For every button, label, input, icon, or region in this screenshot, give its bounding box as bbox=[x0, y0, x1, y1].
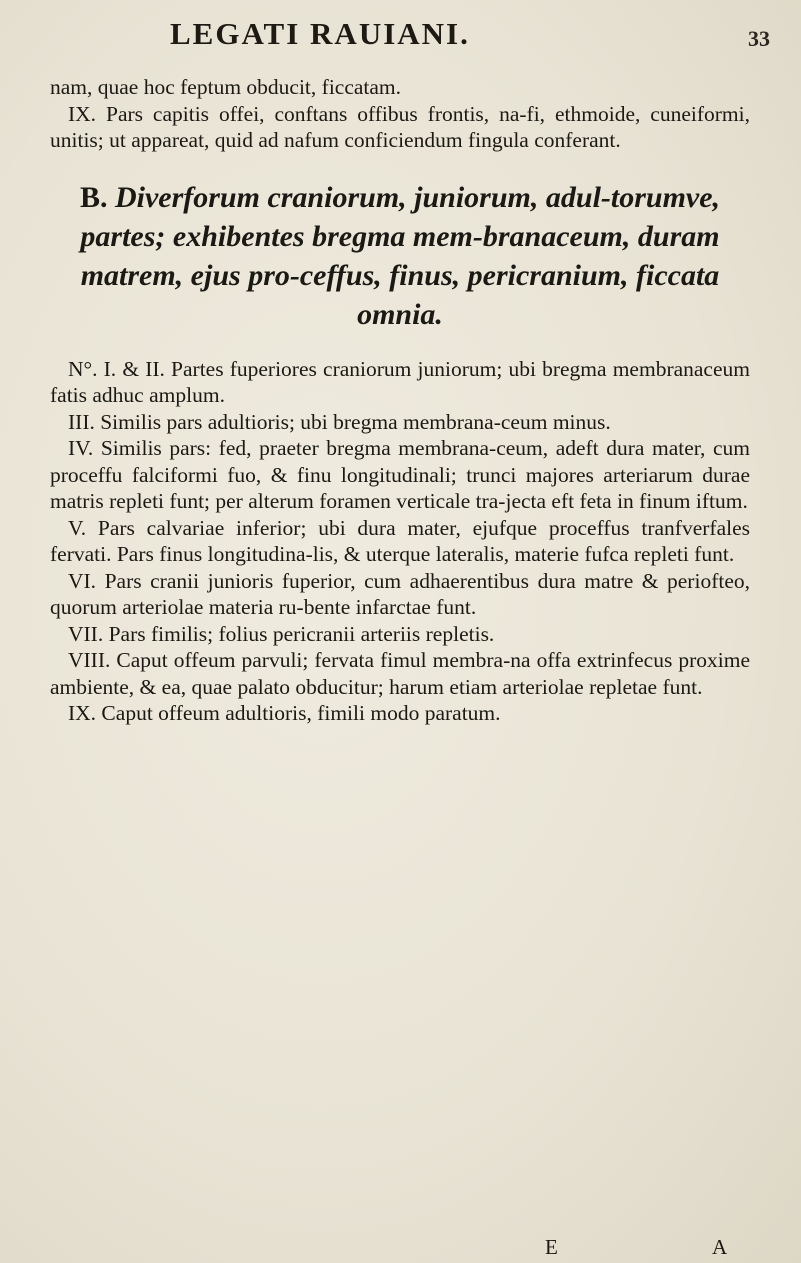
paragraph-item-ix: IX. Pars capitis offei, conftans offibus frontis, na-fi, ethmoide, cuneiformi, unitis; ut appareat, quid ad nafum conficiendum fingula conferant. bbox=[50, 101, 750, 152]
catalog-entry: IV. Similis pars: fed, praeter bregma membrana-ceum, adeft dura mater, cum proceffu falciformi fuo, & finu longitudinali; trunci majores arteriarum durae matris repleti funt; per alterum foramen verticale tra-jecta eft feta in finum iftum. bbox=[50, 436, 750, 513]
main-text bbox=[50, 74, 750, 727]
page-footer bbox=[50, 1235, 750, 1259]
catalog-entry: N°. I. & II. Partes fuperiores craniorum juniorum; ubi bregma membranaceum fatis adhuc amplum. bbox=[50, 356, 750, 407]
section-title: Diverforum craniorum, juniorum, adul-torumve, partes; exhibentes bregma mem-branaceum, duram matrem, ejus pro-ceffus, finus, pericranium, ficcata omnia. bbox=[80, 180, 721, 331]
catalog-entry: VIII. Caput offeum parvuli; fervata fimul membra-na offa extrinfecus proxime ambiente, & ea, quae palato obducitur; harum etiam arteriolae repletae funt. bbox=[50, 648, 750, 699]
catalog-entry: VI. Pars cranii junioris fuperior, cum adhaerentibus dura matre & periofteo, quorum arteriolae materia ru-bente infarctae funt. bbox=[50, 568, 750, 619]
signature-mark: E bbox=[545, 1235, 558, 1259]
paragraph-continuation: nam, quae hoc feptum obducit, ficcatam. bbox=[50, 75, 402, 99]
catalog-entry: V. Pars calvariae inferior; ubi dura mater, ejufque proceffus tranfverfales fervati. Pars finus longitudina-lis, & uterque lateralis, materie fufca repleti funt. bbox=[50, 515, 750, 566]
section-letter: B. bbox=[79, 180, 108, 214]
catalog-entry: VII. Pars fimilis; folius pericranii arteriis repletis. bbox=[68, 621, 495, 646]
catchword: A bbox=[712, 1235, 728, 1259]
catalog-entry: IX. Caput offeum adultioris, fimili modo paratum. bbox=[68, 701, 501, 725]
running-title: LEGATI RAUIANI. bbox=[170, 16, 470, 51]
running-head bbox=[0, 8, 801, 58]
page-number: 33 bbox=[748, 26, 770, 51]
catalog-entry: III. Similis pars adultioris; ubi bregma membrana-ceum minus. bbox=[68, 409, 611, 434]
section-heading bbox=[50, 178, 750, 334]
